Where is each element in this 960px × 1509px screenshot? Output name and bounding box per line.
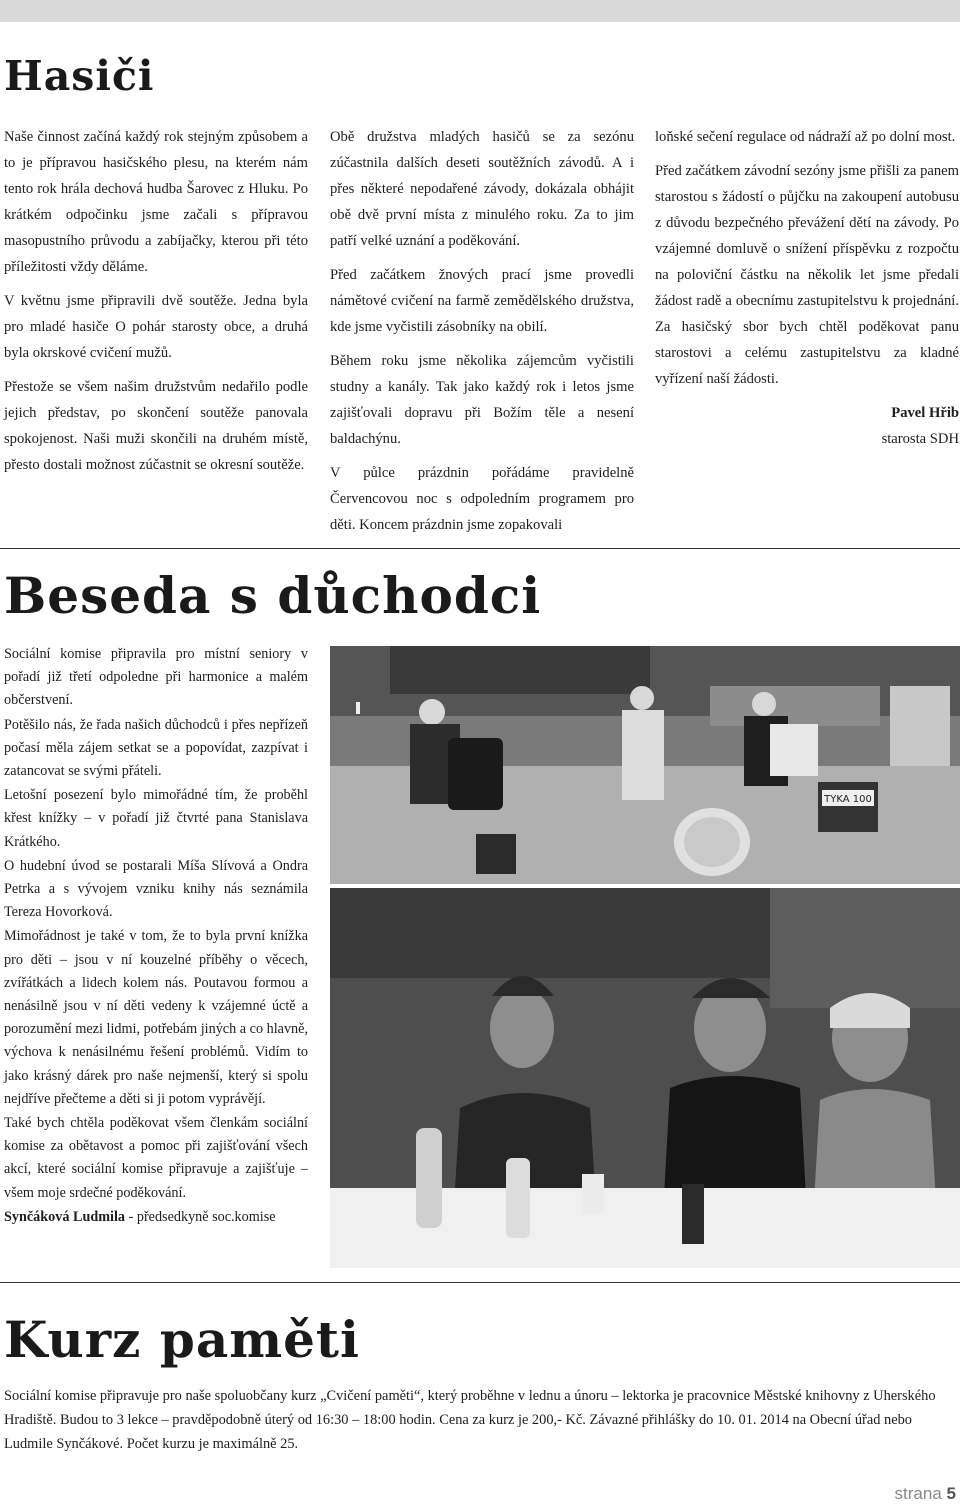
hasici-paragraph: Před začátkem závodní sezóny jsme přišli za panem starostou s žádostí o půjčku na zakoupení autobusu z důvodu bezpečného převážení dětí na závody. Po vzájemné domluvě o snížení příspěvku z rozpočtu na poloviční částku na několik let jsme předali žádost radě a obecnímu zastupitelstvu k projednání. Za hasičský sbor bych chtěl poděkovat panu starostovi a celému zastupitelstvu za kladné vyřízení naší žádosti. [655, 163, 959, 387]
beseda-paragraph: Potěšilo nás, že řada našich důchodců i přes nepřízeň počasí měla zájem setkat se a popovídat, zazpívat i zatancovat se svými přáteli. [4, 716, 308, 780]
beseda-title: Beseda s důchodci [4, 566, 542, 625]
photo-women-table [330, 888, 960, 1268]
kurz-text [4, 1384, 960, 1456]
hasici-paragraph: Přestože se všem našim družstvům nedařilo podle jejich představ, po skončení soutěže panovala spokojenost. Naši muži skončili na druhém místě, přesto dostali možnost zúčastnit se okresní soutěže. [4, 379, 308, 473]
hasici-column-2 [330, 124, 634, 546]
hasici-paragraph: Před začátkem žnových prací jsme provedli námětové cvičení na farmě zemědělského družstva, kde jsme vyčistili zásobníky na obilí. [330, 267, 634, 335]
signature-role: starosta SDH [881, 431, 959, 447]
section-divider [0, 548, 960, 549]
hasici-paragraph: loňské sečení regulace od nádraží až po dolní most. [655, 129, 956, 145]
page-number [895, 1484, 956, 1504]
hasici-paragraph: Během roku jsme několika zájemcům vyčistili studny a kanály. Tak jako každý rok i letos jsme zajišťovali dopravu při Božím těle a nesení baldachýnu. [330, 353, 634, 447]
beseda-signature-name: Synčáková Ludmila [4, 1208, 126, 1225]
beseda-paragraph: Mimořádnost je také v tom, že to byla první knížka pro děti – jsou v ní kouzelné příběhy o věcech, zvířátkách a lidech kolem nás. Poutavou formou a nenásilně jsou v ní děti vedeny k vzájemné úctě a porozumění mezi lidmi, potřebám jiných a co hlavně, výchova k nenásilnému řešení problémů. Vidím to jako krásný dárek pro naše nejmenší, který si spolu nejdříve přečteme a děti si ji potom vyprávějí. [4, 928, 308, 1107]
photo-musicians-image [330, 646, 960, 884]
hasici-paragraph: Obě družstva mladých hasičů se za sezónu zúčastnila dalších deseti soutěžních závodů. A i přes některé nepodařené závody, dokázala obhájit obě dvě první místa z minulého roku. Za to jim patří velké uznání a poděkování. [330, 129, 634, 249]
page-number-value: 5 [946, 1484, 956, 1503]
signature-name: Pavel Hřib [891, 405, 959, 421]
top-bar [0, 0, 960, 22]
section-divider [0, 1282, 960, 1283]
photo-women-image [330, 888, 960, 1268]
tyka-sign: TYKA 100 [824, 794, 872, 805]
page-label: strana [894, 1484, 942, 1503]
hasici-title: Hasiči [4, 52, 155, 100]
beseda-signature-role: - předsedkyně soc.komise [125, 1208, 276, 1225]
kurz-title: Kurz paměti [4, 1310, 361, 1369]
beseda-paragraph: Letošní posezení bylo mimořádné tím, že proběhl křest knížky – v pořadí již čtvrté pana Stanislava Krátkého. [4, 787, 308, 850]
hasici-column-1 [4, 124, 308, 486]
beseda-signature [4, 1206, 308, 1229]
beseda-paragraph: O hudební úvod se postarali Míša Slívová a Ondra Petrka a s vývojem vzniku knihy nás seznámila Tereza Hovorková. [4, 857, 308, 921]
beseda-paragraph: Také bych chtěla poděkovat všem členkám sociální komise za obětavost a pomoc při zajišťování všech akcí, které sociální komise připravuje a zajišťuje – všem moje srdečné poděkování. [4, 1115, 308, 1201]
photo-musicians [330, 646, 960, 884]
hasici-paragraph: Naše činnost začíná každý rok stejným způsobem a to je přípravou hasičského plesu, na kterém nám tento rok hrála dechová hudba Šarovec z Hluku. Po krátkém odpočinku jsme začali s přípravou masopustního průvodu a zabíjačky, kterou při této příležitosti vždy děláme. [4, 129, 308, 275]
kurz-paragraph: Sociální komise připravuje pro naše spoluobčany kurz „Cvičení paměti“, který proběhne v lednu a únoru – lektorka je pracovnice Městské knihovny z Uherského Hradiště. Budou to 3 lekce – pravděpodobně úterý od 16:30 – 18:00 hodin. Cena za kurz je 200,- Kč. Závazné přihlášky do 10. 01. 2014 na Obecní úřad nebo Ludmile Synčákové. Počet kurzu je maximálně 25. [4, 1388, 936, 1452]
hasici-column-3 [655, 124, 959, 452]
hasici-paragraph: V půlce prázdnin pořádáme pravidelně Červencovou noc s odpoledním programem pro děti. Koncem prázdnin jsme zopakovali [330, 465, 634, 533]
beseda-text [4, 643, 308, 1230]
beseda-paragraph: Sociální komise připravila pro místní seniory v pořadí již třetí odpoledne při harmonice a malém občerstvení. [4, 646, 308, 709]
hasici-paragraph: V květnu jsme připravili dvě soutěže. Jedna byla pro mladé hasiče O pohár starosty obce, a druhá byla okrskové cvičení mužů. [4, 293, 308, 361]
